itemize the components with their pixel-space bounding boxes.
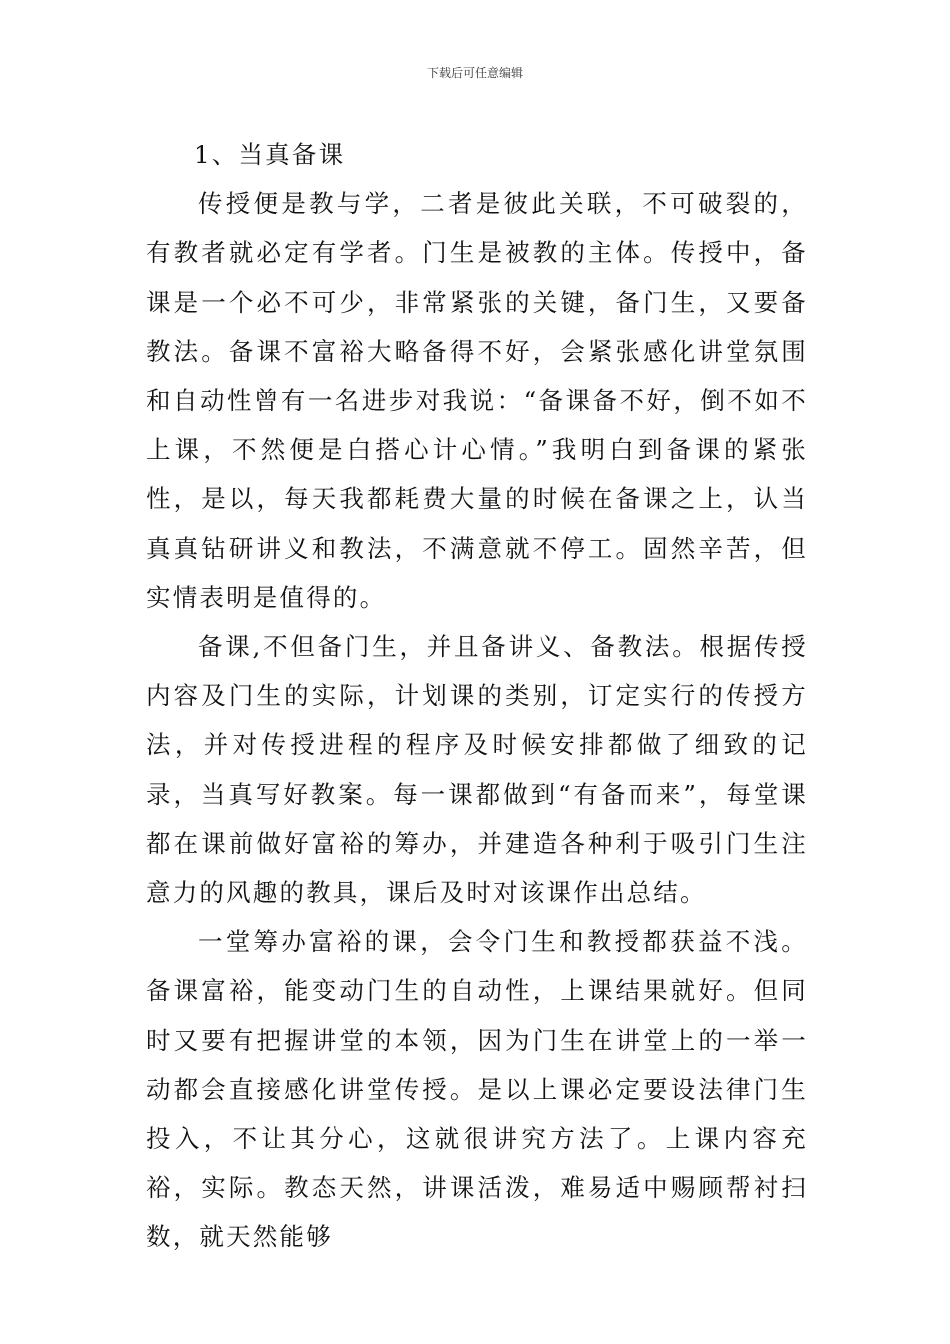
paragraph: 备课,不但备门生，并且备讲义、备教法。根据传授内容及门生的实际，计划课的类别，订定实行的传授方法，并对传授进程的程序及时候安排都做了细致的记录，当真写好教案。每一课都做到“有备而来”，每堂课都在课前做好富裕的筹办，并建造各种利于吸引门生注意力的风趣的教具，课后及时对该课作出总结。 <box>146 632 808 908</box>
section-heading: 1、当真备课 <box>194 140 346 169</box>
header-note: 下载后可任意编辑 <box>426 66 523 80</box>
paragraph: 传授便是教与学，二者是彼此关联，不可破裂的，有教者就必定有学者。门生是被教的主体。传授中，备课是一个必不可少，非常紧张的关键，备门生，又要备教法。备课不富裕大略备得不好，会紧张感化讲堂氛围和自动性曾有一名进步对我说：“备课备不好，倒不如不上课，不然便是白搭心计心情。”我明白到备课的紧张性，是以，每天我都耗费大量的时候在备课之上，认当真真钻研讲义和教法，不满意就不停工。固然辛苦，但实情表明是值得的。 <box>146 189 808 612</box>
document-body <box>146 130 808 1262</box>
paragraph: 一堂筹办富裕的课，会令门生和教授都获益不浅。备课富裕，能变动门生的自动性，上课结果就好。但同时又要有把握讲堂的本领，因为门生在讲堂上的一举一动都会直接感化讲堂传授。是以上课必定要设法律门生投入，不让其分心，这就很讲究方法了。上课内容充裕，实际。教态天然，讲课活泼，难易适中赐顾帮衬扫数，就天然能够 <box>146 927 808 1252</box>
